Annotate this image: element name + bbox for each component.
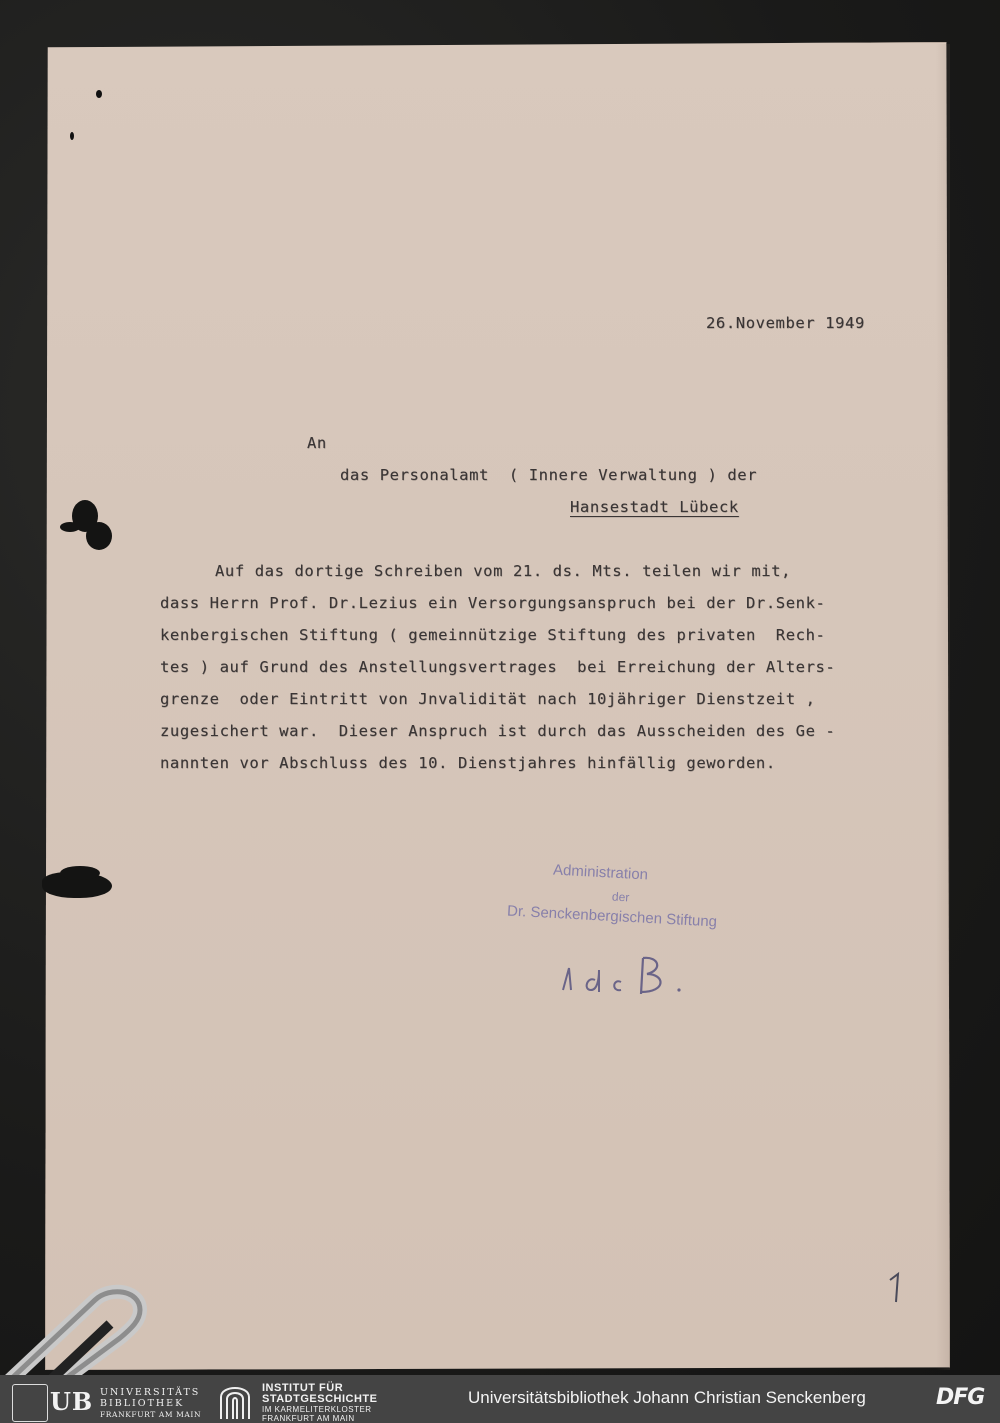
body-line: zugesichert war. Dieser Anspruch ist durch das Ausscheiden des Ge - bbox=[160, 722, 836, 740]
body-line: tes ) auf Grund des Anstellungsvertrages bei Erreichung der Alters- bbox=[160, 658, 836, 676]
ink-mark bbox=[70, 132, 74, 140]
punch-hole-bottom bbox=[60, 866, 100, 880]
arch-icon bbox=[218, 1381, 252, 1419]
recipient-line-2: Hansestadt Lübeck bbox=[570, 498, 739, 516]
footer-title: Universitätsbibliothek Johann Christian Senckenberg bbox=[468, 1388, 866, 1407]
letter-date: 26.November 1949 bbox=[706, 314, 865, 332]
isg-line-1: INSTITUT FÜR bbox=[262, 1382, 344, 1394]
stamp-line-2: der bbox=[611, 889, 630, 905]
punch-hole-top bbox=[60, 522, 80, 532]
isg-line-4: FRANKFURT AM MAIN bbox=[262, 1414, 355, 1423]
isg-line-2: STADTGESCHICHTE bbox=[262, 1393, 378, 1405]
ub-name bbox=[100, 1387, 201, 1420]
body-line: dass Herrn Prof. Dr.Lezius ein Versorgungsanspruch bei der Dr.Senk- bbox=[160, 594, 826, 612]
stamp-line-3: Dr. Senckenbergischen Stiftung bbox=[506, 902, 718, 931]
ub-seal-icon bbox=[12, 1384, 48, 1422]
handwritten-signature bbox=[555, 950, 695, 1000]
ink-mark bbox=[96, 90, 102, 98]
ub-line-2: BIBLIOTHEK bbox=[100, 1398, 185, 1409]
paper-clip bbox=[0, 1280, 160, 1390]
punch-hole-top bbox=[86, 522, 112, 550]
body-line: nannten vor Abschluss des 10. Dienstjahres hinfällig geworden. bbox=[160, 754, 776, 772]
ub-logo bbox=[6, 1381, 206, 1419]
paper-edge bbox=[936, 44, 950, 1370]
stamp-line-1: Administration bbox=[552, 861, 649, 884]
body-line: Auf das dortige Schreiben vom 21. ds. Mts. teilen wir mit, bbox=[215, 562, 792, 580]
isg-logo bbox=[218, 1381, 438, 1423]
ub-line-1: UNIVERSITÄTS bbox=[100, 1387, 201, 1398]
page-number bbox=[880, 1268, 910, 1308]
isg-line-3: IM KARMELITERKLOSTER bbox=[262, 1405, 372, 1414]
letter-salutation: An bbox=[307, 434, 327, 452]
isg-name bbox=[262, 1383, 377, 1423]
body-line: grenze oder Eintritt von Jnvalidität nach 10jähriger Dienstzeit , bbox=[160, 690, 816, 708]
recipient-line-1: das Personalamt ( Innere Verwaltung ) der bbox=[340, 466, 758, 484]
body-line: kenbergischen Stiftung ( gemeinnützige Stiftung des privaten Rech- bbox=[160, 626, 826, 644]
ub-line-3: FRANKFURT AM MAIN bbox=[100, 1410, 202, 1419]
dfg-logo: DFG bbox=[936, 1385, 985, 1410]
ub-letters: UB bbox=[50, 1387, 94, 1416]
footer-bar bbox=[0, 1375, 1000, 1423]
